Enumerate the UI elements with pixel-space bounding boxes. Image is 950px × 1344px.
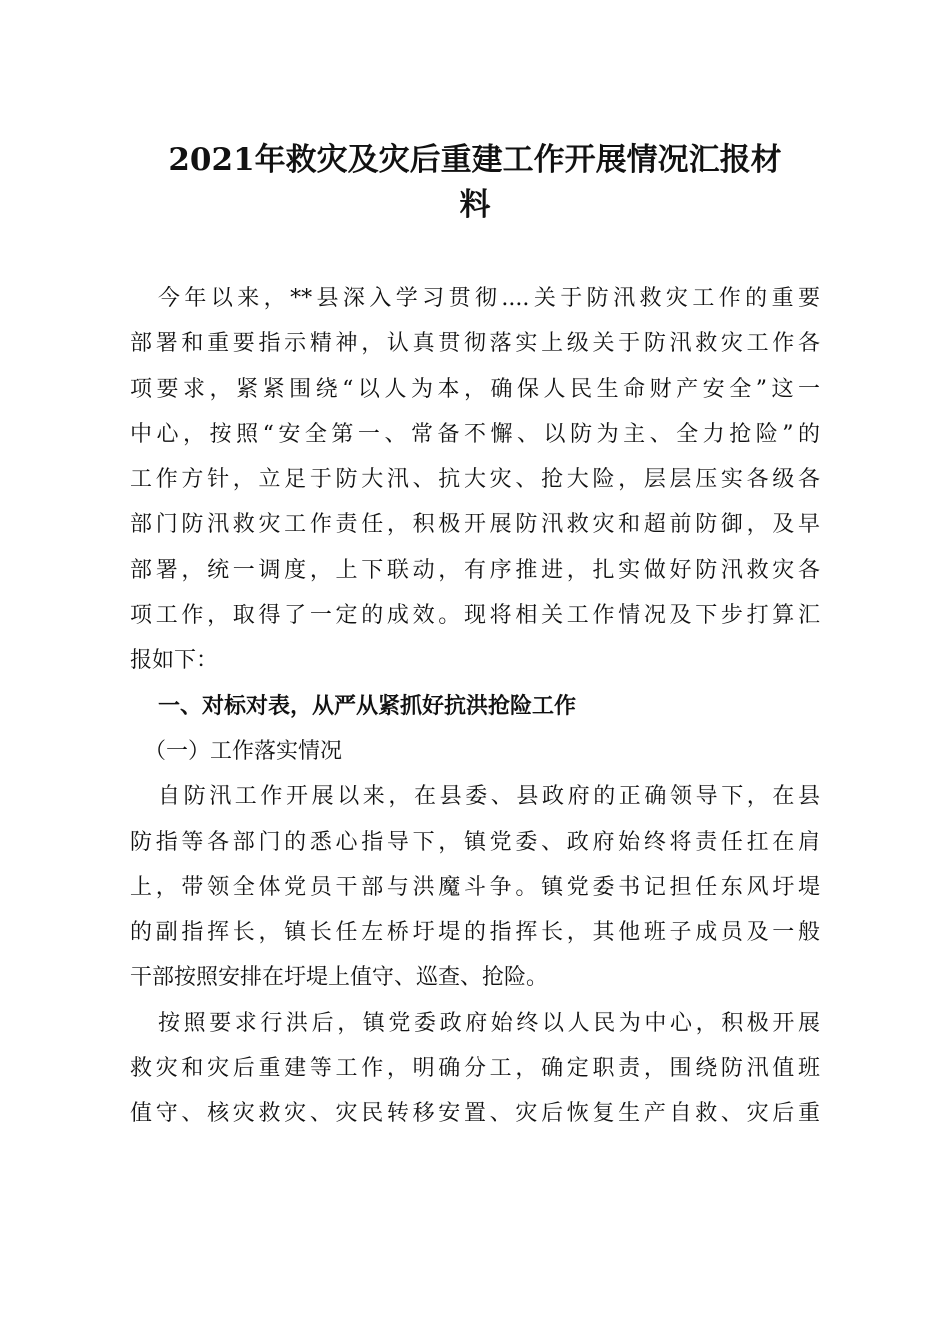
text-line: 报如下： bbox=[130, 648, 219, 674]
text-line: 部署，统一调度，上下联动，有序推进，扎实做好防汛救灾各 bbox=[130, 557, 820, 583]
document-title bbox=[120, 138, 830, 228]
text-line: 值守、核灾救灾、灾民转移安置、灾后恢复生产自救、灾后重 bbox=[130, 1101, 820, 1127]
paragraph-intro bbox=[130, 276, 820, 684]
subsection-heading: （一）工作落实情况 bbox=[144, 738, 343, 764]
text-line: 救灾和灾后重建等工作，明确分工，确定职责，围绕防汛值班 bbox=[130, 1056, 820, 1082]
text-line: 今年以来，**县深入学习贯彻....关于防汛救灾工作的重要 bbox=[158, 286, 820, 311]
text-line: 中心，按照“安全第一、常备不懈、以防为主、全力抢险”的 bbox=[130, 421, 820, 447]
section-heading: 一、对标对表，从严从紧抓好抗洪抢险工作 bbox=[158, 692, 577, 719]
paragraph-post-flood bbox=[130, 1001, 820, 1137]
title-line: 料 bbox=[459, 187, 491, 223]
text-line: 项工作，取得了一定的成效。现将相关工作情况及下步打算汇 bbox=[130, 603, 820, 629]
text-line: 防指等各部门的悉心指导下，镇党委、政府始终将责任扛在肩 bbox=[130, 829, 820, 855]
paragraph-work-implementation bbox=[130, 774, 820, 1000]
text-line: 部门防汛救灾工作责任，积极开展防汛救灾和超前防御，及早 bbox=[130, 512, 820, 538]
text-line: 上，带领全体党员干部与洪魔斗争。镇党委书记担任东风圩堤 bbox=[130, 874, 820, 900]
text-line: 工作方针，立足于防大汛、抗大灾、抢大险，层层压实各级各 bbox=[130, 467, 820, 493]
text-line: 干部按照安排在圩堤上值守、巡查、抢险。 bbox=[130, 965, 549, 991]
text-line: 自防汛工作开展以来，在县委、县政府的正确领导下，在县 bbox=[158, 784, 820, 810]
text-line: 项要求，紧紧围绕“以人为本，确保人民生命财产安全”这一 bbox=[130, 376, 820, 402]
text-line: 部署和重要指示精神，认真贯彻落实上级关于防汛救灾工作各 bbox=[130, 331, 820, 357]
text-line: 的副指挥长，镇长任左桥圩堤的指挥长，其他班子成员及一般 bbox=[130, 920, 820, 946]
title-line: 2021年救灾及灾后重建工作开展情况汇报材 bbox=[168, 142, 782, 178]
document-body bbox=[130, 276, 820, 1137]
text-line: 按照要求行洪后，镇党委政府始终以人民为中心，积极开展 bbox=[158, 1010, 820, 1036]
